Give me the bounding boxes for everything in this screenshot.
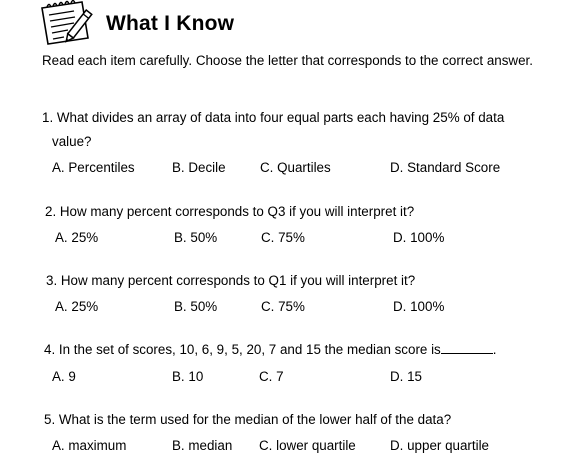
choice-2b: B. 50% [174, 230, 218, 245]
question-2: 2. How many percent corresponds to Q3 if you will interpret it? [45, 204, 415, 219]
choice-1c: C. Quartiles [260, 160, 331, 175]
question-text: 1. What divides an array of data into four equal parts each having 25% of data [42, 110, 505, 125]
choice-2c: C. 75% [261, 230, 305, 245]
choice-2a: A. 25% [55, 230, 99, 245]
header [38, 0, 338, 48]
instructions: Read each item carefully. Choose the letter that corresponds to the correct answer. [42, 53, 533, 68]
question-4 [44, 338, 497, 362]
question-3: 3. How many percent corresponds to Q1 if you will interpret it? [46, 273, 416, 288]
choice-4b: B. 10 [172, 369, 204, 384]
choice-4d: D. 15 [390, 369, 423, 384]
choice-3d: D. 100% [393, 299, 445, 314]
choice-1d: D. Standard Score [390, 160, 501, 175]
choice-1a: A. Percentiles [52, 160, 135, 175]
answer-blank [441, 341, 493, 354]
question-5: 5. What is the term used for the median of the lower half of the data? [44, 412, 452, 427]
choice-5d: D. upper quartile [390, 438, 489, 453]
question-text: 4. In the set of scores, 10, 6, 9, 5, 20, 7 and 15 the median score is [44, 342, 441, 357]
choice-2d: D. 100% [393, 230, 445, 245]
choice-4c: C. 7 [259, 369, 284, 384]
question-text-continued: value? [52, 134, 92, 149]
choice-1b: B. Decile [172, 160, 226, 175]
choice-3a: A. 25% [55, 299, 99, 314]
question-end: . [492, 342, 497, 357]
choice-5b: B. median [172, 438, 233, 453]
choice-4a: A. 9 [52, 369, 76, 384]
choice-5a: A. maximum [52, 438, 127, 453]
choice-3c: C. 75% [261, 299, 305, 314]
choice-3b: B. 50% [174, 299, 218, 314]
notepad-pencil-icon [38, 0, 100, 46]
question-1 [42, 106, 542, 154]
choice-5c: C. lower quartile [259, 438, 356, 453]
page-title: What I Know [106, 12, 235, 35]
